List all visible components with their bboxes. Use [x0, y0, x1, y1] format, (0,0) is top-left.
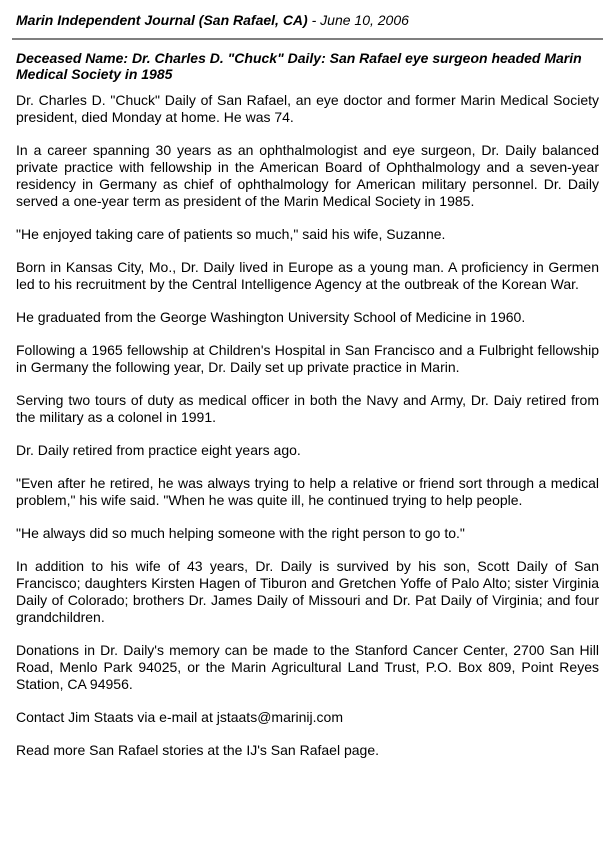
article-paragraph: "Even after he retired, he was always trying to help a relative or friend sort through a medical problem," his wife said. "When he was quite ill, he continued trying to help people. [16, 475, 599, 508]
contact-line: Contact Jim Staats via e-mail at jstaats@marinij.com [16, 709, 343, 725]
masthead-divider [12, 38, 603, 40]
article-headline: Deceased Name: Dr. Charles D. "Chuck" Daily: San Rafael eye surgeon headed Marin Medical Society in 1985 [16, 50, 582, 82]
article-paragraph: Following a 1965 fellowship at Children's Hospital in San Francisco and a Fulbright fellowship in Germany the following year, Dr. Daily set up private practice in Marin. [16, 342, 599, 375]
article-paragraph: In addition to his wife of 43 years, Dr. Daily is survived by his son, Scott Daily of San Francisco; daughters Kirsten Hagen of Tiburon and Gretchen Yoffe of Palo Alto; sister Virginia Daily of Colorado; brothers Dr. James Daily of Missouri and Dr. Pat Daily of Virginia; and four grandchildren. [16, 558, 599, 625]
publication-name: Marin Independent Journal (San Rafael, CA) [16, 12, 308, 28]
publication-date: June 10, 2006 [320, 12, 409, 28]
article-paragraph: Serving two tours of duty as medical officer in both the Navy and Army, Dr. Daiy retired from the military as a colonel in 1991. [16, 392, 599, 425]
article-paragraph: Donations in Dr. Daily's memory can be made to the Stanford Cancer Center, 2700 San Hill Road, Menlo Park 94025, or the Marin Agricultural Land Trust, P.O. Box 809, Point Reyes Station, CA 94956. [16, 642, 599, 692]
article-paragraph: He graduated from the George Washington University School of Medicine in 1960. [16, 309, 526, 325]
article-paragraph: Dr. Charles D. "Chuck" Daily of San Rafael, an eye doctor and former Marin Medical Society president, died Monday at home. He was 74. [16, 92, 599, 125]
masthead [16, 10, 599, 32]
article-paragraph: In a career spanning 30 years as an ophthalmologist and eye surgeon, Dr. Daily balanced private practice with fellowship in the American Board of Ophthalmology and a seven-year residency in Germany as chief of ophthalmology for American military personnel. Dr. Daily served a one-year term as president of the Marin Medical Society in 1985. [16, 142, 599, 209]
article-paragraph: "He enjoyed taking care of patients so much," said his wife, Suzanne. [16, 226, 446, 242]
masthead-separator: - [307, 12, 321, 28]
read-more-line: Read more San Rafael stories at the IJ's San Rafael page. [16, 742, 379, 758]
article-body [16, 92, 599, 759]
article-paragraph: "He always did so much helping someone with the right person to go to." [16, 525, 465, 541]
article-paragraph: Born in Kansas City, Mo., Dr. Daily lived in Europe as a young man. A proficiency in Germen led to his recruitment by the Central Intelligence Agency at the outbreak of the Korean War. [16, 259, 599, 292]
article-paragraph: Dr. Daily retired from practice eight years ago. [16, 442, 301, 458]
